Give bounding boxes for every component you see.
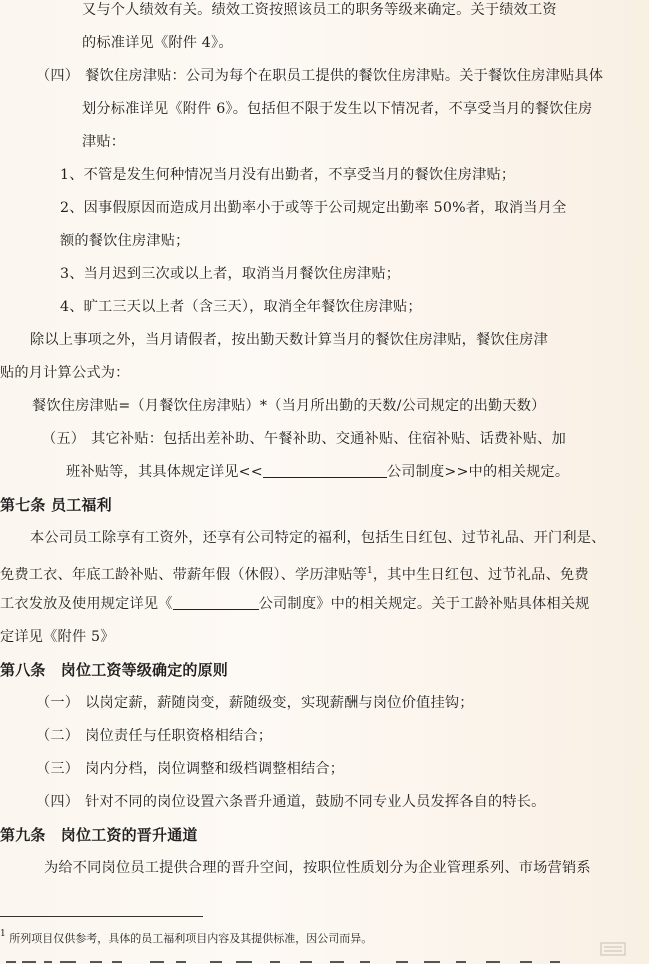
formula-line: 餐饮住房津贴=（月餐饮住房津贴）*（当月所出勤的天数/公司规定的出勤天数）: [32, 398, 546, 414]
item-text: 以岗定薪，薪随岗变，薪随级变，实现薪酬与岗位价值挂钩；: [85, 695, 474, 711]
paragraph-line: 的标准详见《附件 4》。: [82, 35, 233, 51]
paragraph-line: [0, 594, 590, 614]
paragraph-line: 为给不同岗位员工提供合理的晋升空间，按职位性质划分为企业管理系列、市场营销系: [44, 860, 591, 876]
clause-4: [36, 66, 603, 86]
paragraph-line: [0, 561, 589, 585]
list-item: 3、当月迟到三次或以上者，取消当月餐饮住房津贴；: [60, 266, 401, 282]
list-item: 1、不管是发生何种情况当月没有出勤者，不享受当月的餐饮住房津贴；: [60, 167, 516, 183]
paragraph-line: 定详见《附件 5》: [0, 629, 115, 645]
text-segment: ，其中生日红包、过节礼品、免费: [372, 567, 589, 583]
text-segment: 公司制度>>中的相关规定。: [386, 464, 570, 480]
section-heading: 第七条 员工福利: [0, 496, 112, 514]
item-number: （三）: [36, 761, 80, 777]
clause-number: （五）: [42, 431, 86, 447]
item-text: 岗内分档，岗位调整和级档调整相结合；: [85, 761, 345, 777]
item-number: （二）: [36, 728, 80, 744]
paragraph-line: 除以上事项之外，当月请假者，按出勤天数计算当月的餐饮住房津贴，餐饮住房津: [30, 332, 548, 348]
item-number: （一）: [36, 695, 80, 711]
fill-in-blank: [173, 595, 259, 610]
clause-number: （四）: [36, 68, 80, 84]
clause-5: [42, 429, 566, 449]
clause-text: 餐饮住房津贴：公司为每个在职员工提供的餐饮住房津贴。关于餐饮住房津贴具体: [85, 68, 604, 84]
footnote-mark: 1: [0, 929, 6, 939]
text-segment: 班补贴等，其具体规定详见<<: [66, 464, 263, 480]
item-number: （四）: [36, 794, 80, 810]
principle-item: [36, 726, 272, 746]
clause-text: 其它补贴：包括出差补助、午餐补助、交通补贴、住宿补贴、话费补贴、加: [91, 431, 566, 447]
fill-in-blank: [263, 463, 387, 478]
item-text: 针对不同的岗位设置六条晋升通道，鼓励不同专业人员发挥各自的特长。: [85, 794, 546, 810]
section-heading: 第八条 岗位工资等级确定的原则: [0, 661, 229, 679]
paragraph-line: 贴的月计算公式为：: [0, 365, 130, 381]
list-item-continued: 额的餐饮住房津贴；: [60, 233, 190, 249]
text-segment: 免费工衣、年底工龄补贴、带薪年假（休假）、学历津贴等: [0, 567, 367, 583]
list-item: 4、旷工三天以上者（含三天），取消全年餐饮住房津贴；: [60, 299, 422, 315]
next-page-edge: [0, 958, 649, 964]
list-item: 2、因事假原因而造成月出勤率小于或等于公司规定出勤率 50%者，取消当月全: [60, 200, 567, 216]
paragraph-line: [66, 462, 569, 482]
footnote-reference: 1: [366, 566, 373, 576]
paragraph-line: 划分标准详见《附件 6》。包括但不限于发生以下情况者，不享受当月的餐饮住房: [82, 101, 593, 117]
footnote-text: 所列项目仅供参考，具体的员工福利项目内容及其提供标准，因公司而异。: [9, 932, 373, 945]
paragraph-line: 津贴：: [82, 134, 126, 150]
principle-item: [36, 759, 344, 779]
item-text: 岗位责任与任职资格相结合；: [85, 728, 273, 744]
text-segment: 工衣发放及使用规定详见《: [0, 596, 173, 612]
paragraph-line: 本公司员工除享有工资外，还享有公司特定的福利，包括生日红包、过节礼品、开门利是、: [30, 530, 606, 546]
principle-item: [36, 792, 546, 812]
footnote: [0, 926, 372, 947]
footnote-divider: [0, 916, 203, 917]
text-segment: 公司制度》中的相关规定。关于工龄补贴具体相关规: [258, 596, 590, 612]
principle-item: [36, 693, 474, 713]
page-corner-icon: [600, 941, 626, 957]
section-heading: 第九条 岗位工资的晋升通道: [0, 826, 198, 844]
paragraph-line: 又与个人绩效有关。绩效工资按照该员工的职务等级来确定。关于绩效工资: [82, 2, 557, 18]
